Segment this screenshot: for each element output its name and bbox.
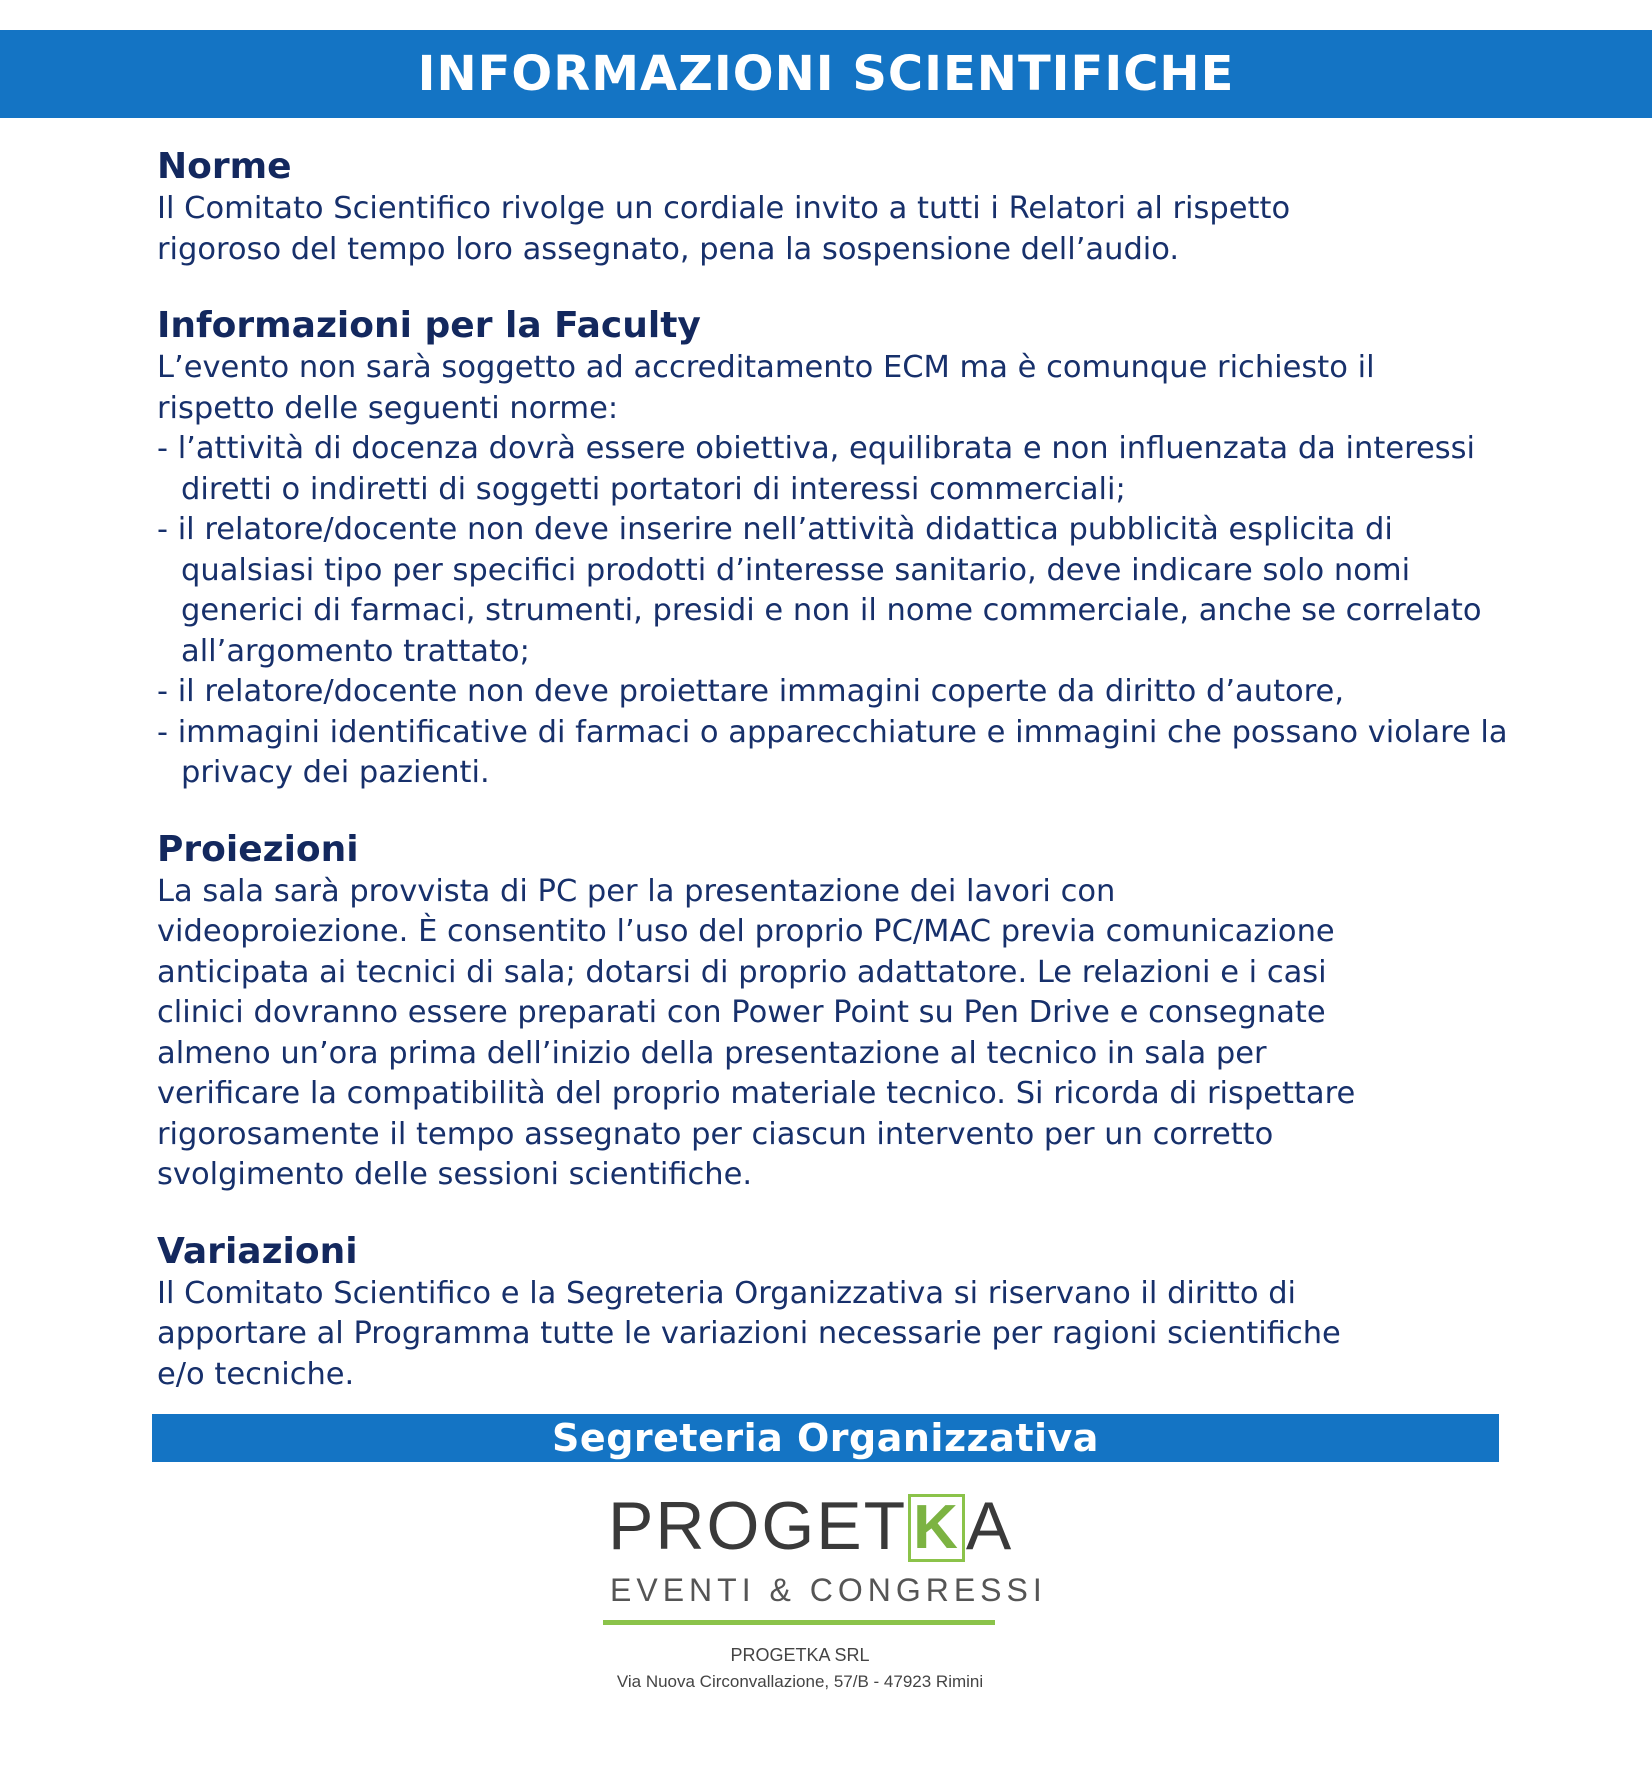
section-faculty — [157, 304, 1517, 794]
secretariat-title: Segreteria Organizzativa — [552, 1416, 1099, 1460]
section-proiezioni — [157, 828, 1517, 1196]
section-text-norme: Il Comitato Scientifico rivolge un cordiale invito a tutti i Relatori al rispetto rigoroso del tempo loro assegnato, pena la sospensione dell’audio. — [157, 191, 1291, 267]
progetka-logo — [600, 1490, 1060, 1640]
logo-tagline: EVENTI & CONGRESSI — [610, 1572, 1047, 1608]
section-title-faculty: Informazioni per la Faculty — [157, 305, 701, 346]
logo-k-mark: K — [908, 1494, 965, 1562]
secretariat-banner — [152, 1414, 1499, 1462]
section-variazioni — [157, 1230, 1517, 1396]
section-title-proiezioni: Proiezioni — [157, 828, 359, 870]
section-intro-faculty: L’evento non sarà soggetto ad accreditamento ECM ma è comunque richiesto il rispetto delle seguenti norme: — [157, 350, 1375, 426]
section-title-variazioni: Variazioni — [157, 1230, 358, 1272]
company-name: PROGETKA SRL — [730, 1645, 870, 1665]
faculty-rule-item: - il relatore/docente non deve inserire nell’attività didattica pubblicità esplicita di qualsiasi tipo per specifici prodotti d’interesse sanitario, deve indicare solo nomi generici di farmaci, strumenti, presidi e non il nome commerciale, anche se correlato all’argomento trattato; — [157, 512, 1482, 669]
page-title: INFORMAZIONI SCIENTIFICHE — [417, 46, 1235, 102]
faculty-rule-item: - immagini identificative di farmaci o apparecchiature e immagini che possano violare la privacy dei pazienti. — [157, 714, 1508, 790]
company-address: Via Nuova Circonvallazione, 57/B - 47923 Rimini — [616, 1672, 984, 1691]
header-banner — [0, 30, 1652, 118]
section-norme — [157, 145, 1517, 270]
content — [157, 145, 1517, 1429]
section-text-variazioni: Il Comitato Scientifico e la Segreteria Organizzativa si riservano il diritto di apportare al Programma tutte le variazioni necessarie per ragioni scientifiche e/o tecniche. — [157, 1275, 1341, 1392]
faculty-rule-item: - il relatore/docente non deve proiettare immagini coperte da diritto d’autore, — [157, 674, 1345, 709]
logo-divider — [603, 1620, 995, 1625]
section-title-norme: Norme — [157, 146, 292, 187]
logo-wordmark: PROGET K A — [608, 1488, 1014, 1564]
section-text-proiezioni: La sala sarà provvista di PC per la presentazione dei lavori con videoproiezione. È consentito l’uso del proprio PC/MAC previa comunicazione anticipata ai tecnici di sala; dotarsi di proprio adattatore. Le relazioni e i casi clinici dovranno essere preparati con Power Point su Pen Drive e consegnate almeno un’ora prima dell’inizio della presentazione al tecnico in sala per verificare la compatibilità del proprio materiale tecnico. Si ricorda di rispettare rigorosamente il tempo assegnato per ciascun intervento per un corretto svolgimento delle sessioni scientifiche. — [157, 873, 1356, 1192]
faculty-rule-item: - l’attività di docenza dovrà essere obiettiva, equilibrata e non influenzata da interessi diretti o indiretti di soggetti portatori di interessi commerciali; — [157, 431, 1475, 507]
